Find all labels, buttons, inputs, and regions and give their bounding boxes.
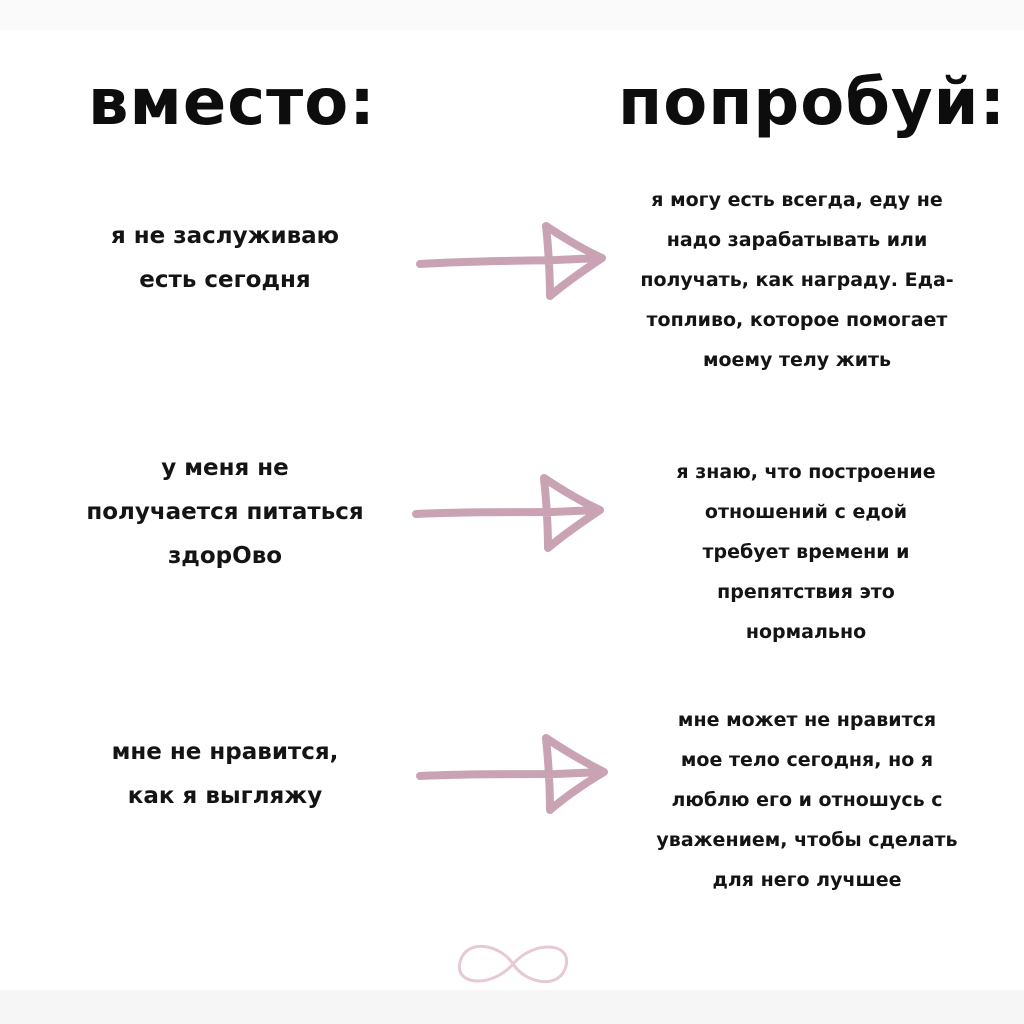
right-arrow-icon	[410, 468, 610, 558]
bottom-band	[0, 990, 1024, 1024]
instead-text-1: я не заслуживаю есть сегодня	[110, 223, 340, 293]
heading-try: попробуй:	[618, 66, 1007, 140]
try-text-3: мне может не нравится мое тело сегодня, но я люблю его и отношусь с уважением, чтобы сделать для него лучшее	[656, 709, 958, 891]
top-band	[0, 0, 1024, 30]
try-text-2: я знаю, что построение отношений с едой требует времени и препятствия это нормально	[676, 461, 936, 643]
try-text-1: я могу есть всегда, еду не надо зарабатывать или получать, как награду. Еда- топливо, которое помогает моему телу жить	[640, 189, 954, 371]
instead-text-2: у меня не получается питаться здорОво	[86, 455, 364, 569]
heading-instead: вместо:	[88, 66, 376, 140]
right-arrow-icon	[414, 730, 614, 820]
instead-text-3: мне не нравится, как я выгляжу	[111, 739, 339, 809]
infinity-icon	[448, 932, 578, 996]
